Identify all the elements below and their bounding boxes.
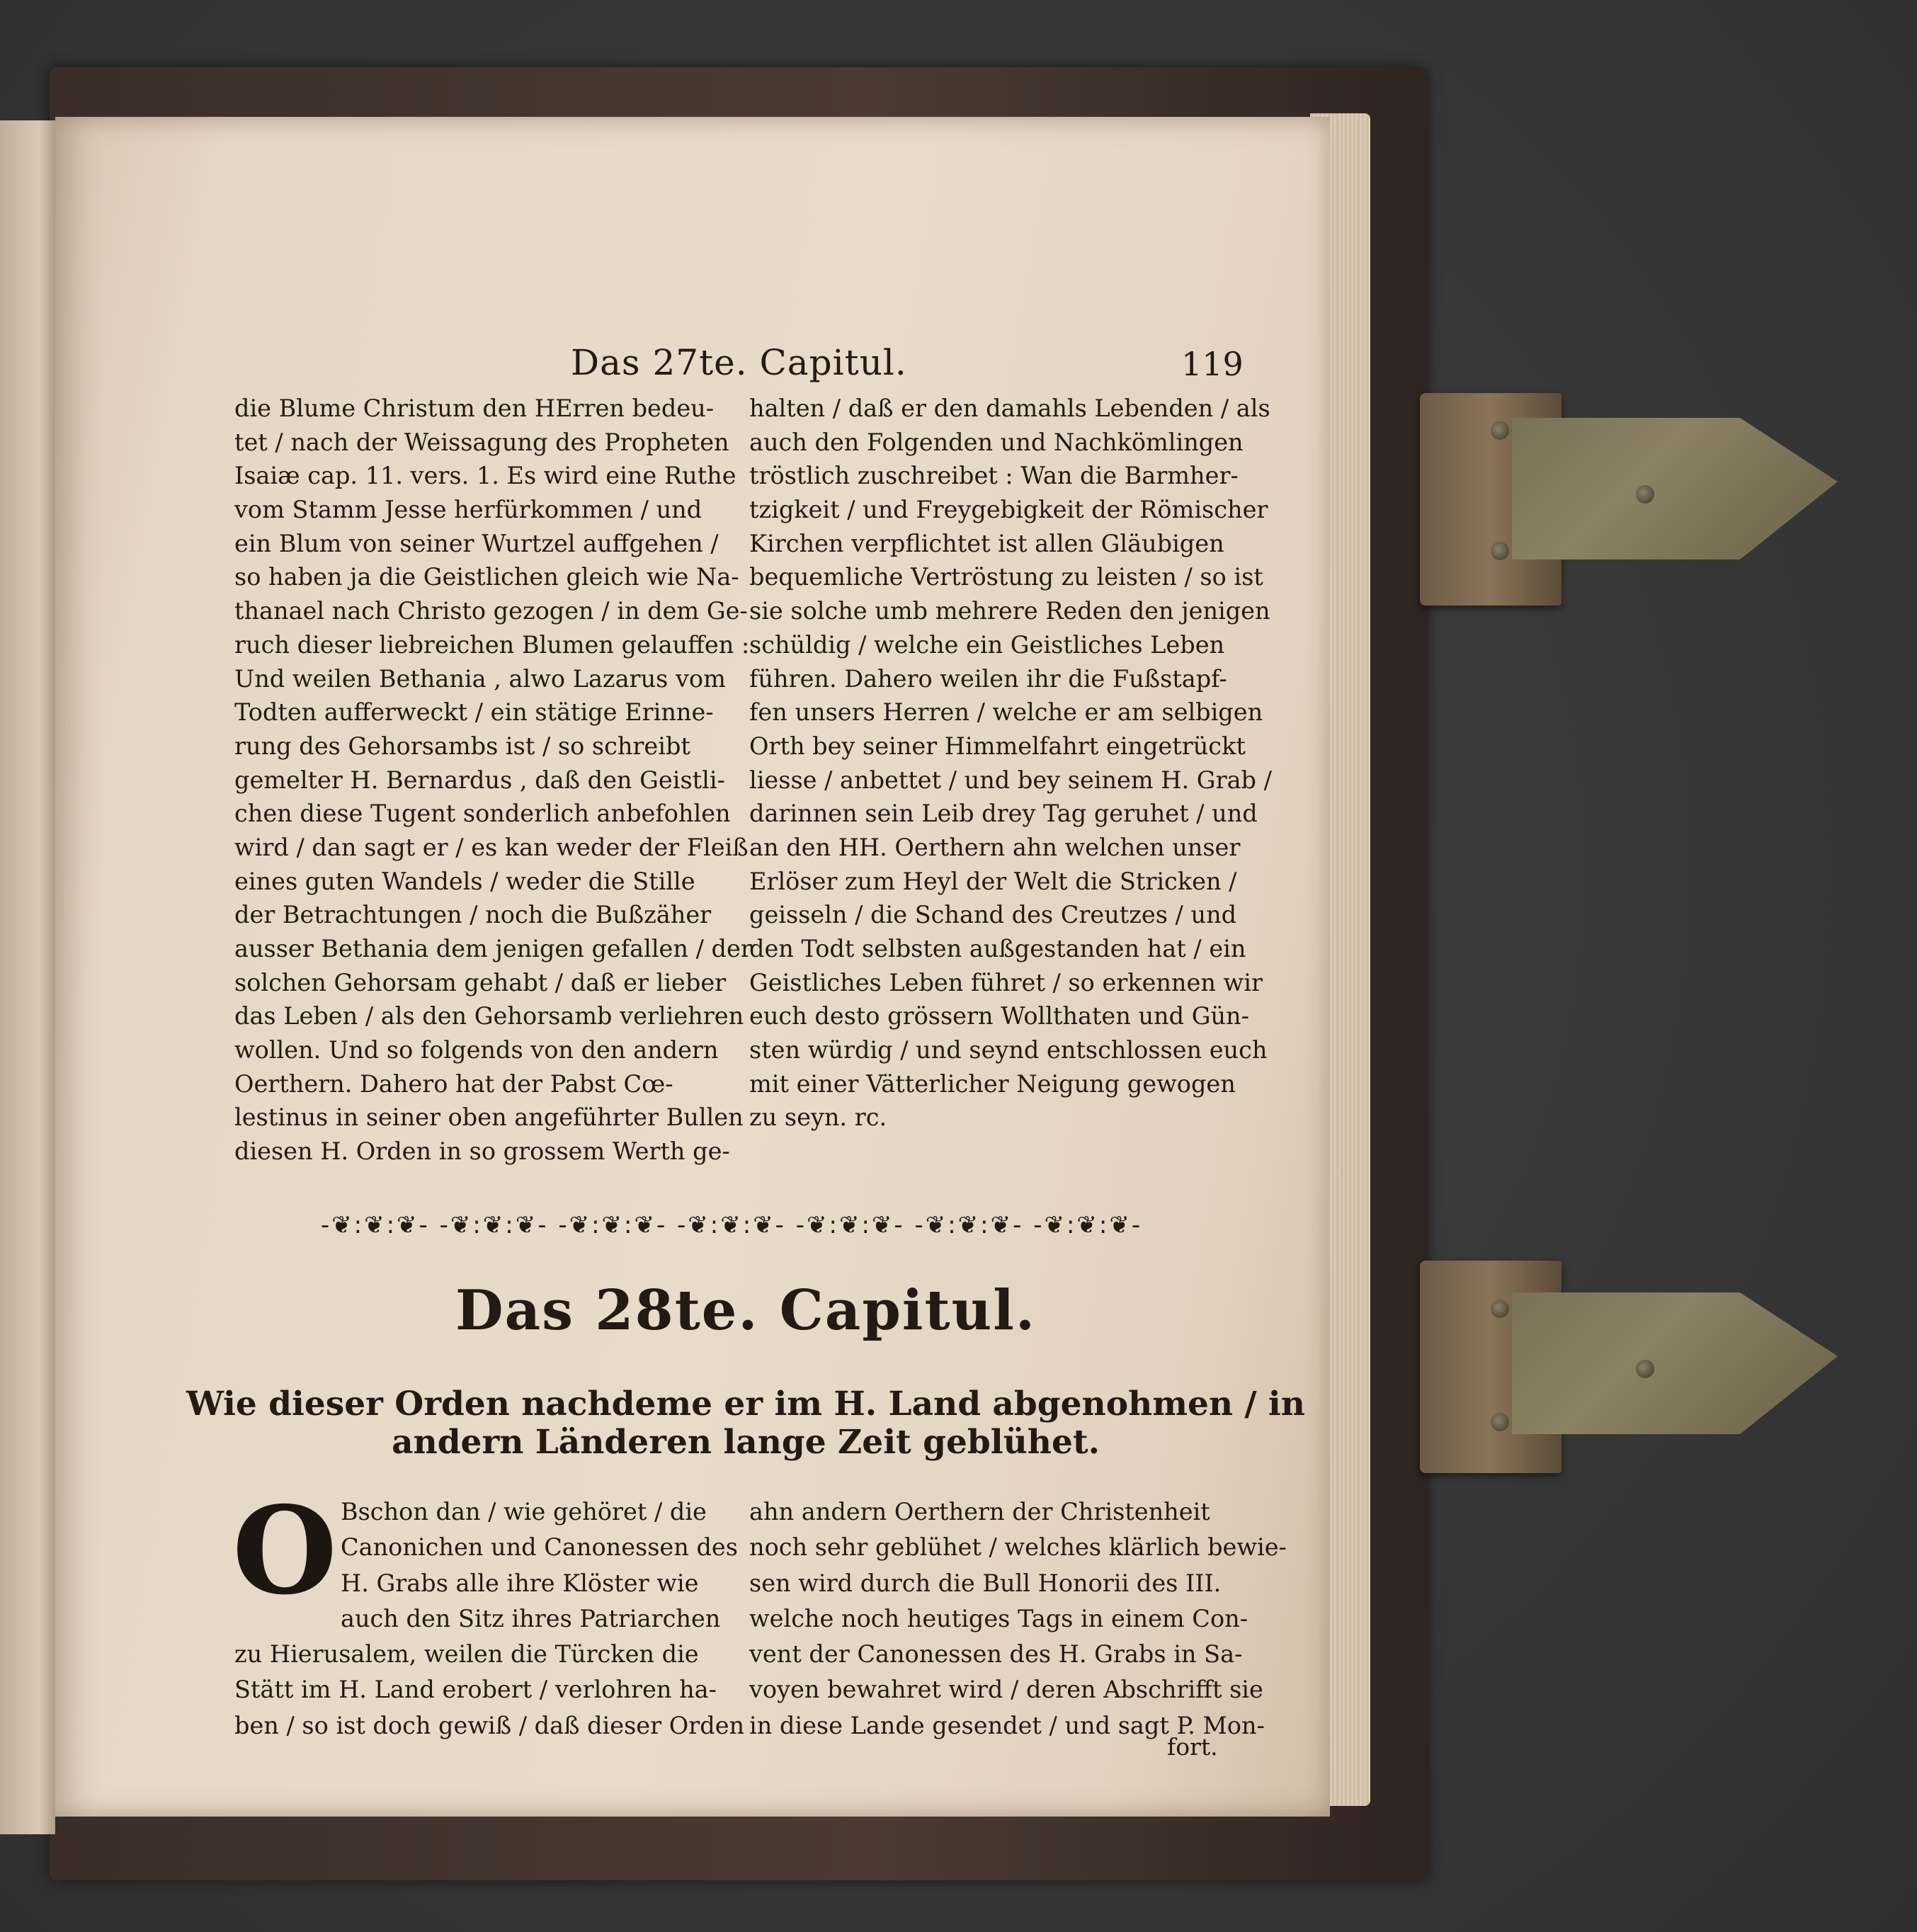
text-line: auch den Folgenden und Nachkömlingen	[749, 428, 1244, 456]
text-line: ahn andern Oerthern der Christenheit	[749, 1498, 1210, 1525]
text-line: Isaiæ cap. 11. vers. 1. Es wird eine Ruthe	[234, 462, 736, 490]
text-line: Geistliches Leben führet / so erkennen wir	[749, 968, 1263, 996]
text-line: zu Hierusalem, weilen die Türcken die	[234, 1640, 699, 1669]
text-line: noch sehr geblühet / welches klärlich bewie-	[749, 1533, 1287, 1562]
text-line: zu seyn. rc.	[749, 1103, 887, 1132]
text-line: darinnen sein Leib drey Tag geruhet / und	[749, 800, 1258, 828]
running-head: Das 27te. Capitul.	[571, 342, 907, 383]
rivet-icon	[1491, 421, 1509, 440]
text-line: Bschon dan / wie gehöret / die	[341, 1498, 707, 1525]
chapter-subtitle-line-2: andern Länderen lange Zeit geblühet.	[392, 1423, 1100, 1462]
text-line: euch desto grössern Wollthaten und Gün-	[749, 1002, 1249, 1030]
chapter-title: Das 28te. Capitul.	[455, 1278, 1037, 1343]
left-page-edge	[0, 120, 55, 1834]
book-clasp-lower	[1420, 1261, 1859, 1473]
text-line: der Betrachtungen / noch die Bußzäher	[234, 901, 712, 929]
text-line: vom Stamm Jesse herfürkommen / und	[234, 496, 702, 524]
text-line: in diese Lande gesendet / und sagt P. Mon-	[749, 1711, 1265, 1739]
text-line: Und weilen Bethania , alwo Lazarus vom	[234, 664, 726, 693]
text-line: eines guten Wandels / weder die Stille	[234, 867, 695, 895]
text-line: Stätt im H. Land erobert / verlohren ha-	[234, 1676, 717, 1704]
text-line: auch den Sitz ihres Patriarchen	[341, 1604, 721, 1632]
text-line: geisseln / die Schand des Creutzes / und	[749, 901, 1237, 929]
rivet-icon	[1491, 1413, 1509, 1431]
chapter-subtitle-line-1: Wie dieser Orden nachdeme er im H. Land abgenohmen / in	[186, 1385, 1305, 1424]
text-line: rung des Gehorsambs ist / so schreibt	[234, 732, 690, 760]
text-line: das Leben / als den Gehorsamb verliehren	[234, 1002, 744, 1030]
text-line: Oerthern. Dahero hat der Pabst Cœ-	[234, 1069, 673, 1098]
rivet-icon	[1636, 485, 1654, 504]
text-line: an den HH. Oerthern ahn welchen unser	[749, 833, 1241, 861]
text-line: ausser Bethania dem jenigen gefallen / der	[234, 935, 752, 962]
text-line: Kirchen verpflichtet ist allen Gläubigen	[749, 529, 1224, 557]
text-line: tröstlich zuschreibet : Wan die Barmher-	[749, 462, 1239, 490]
right-column	[749, 392, 1272, 1135]
text-line: tet / nach der Weissagung des Propheten	[234, 428, 729, 456]
text-line: bequemliche Vertröstung zu leisten / so ist	[749, 563, 1263, 591]
text-line: sten würdig / und seynd entschlossen euch	[749, 1036, 1268, 1064]
text-line: so haben ja die Geistlichen gleich wie Na-	[234, 563, 739, 591]
text-line: die Blume Christum den HErren bedeu-	[234, 394, 715, 422]
text-line: vent der Canonessen des H. Grabs in Sa-	[749, 1640, 1243, 1669]
catchword: fort.	[1167, 1733, 1218, 1761]
rivet-icon	[1491, 542, 1509, 560]
lower-left-column	[234, 1494, 745, 1744]
text-line: fen unsers Herren / welche er am selbigen	[749, 698, 1263, 727]
text-line: solchen Gehorsam gehabt / daß er lieber	[234, 968, 727, 996]
text-line: liesse / anbettet / und bey seinem H. Grab /	[749, 766, 1272, 794]
text-line: H. Grabs alle ihre Klöster wie	[341, 1569, 699, 1597]
text-line: den Todt selbsten außgestanden hat / ein	[749, 935, 1246, 962]
rivet-icon	[1636, 1360, 1654, 1378]
text-line: mit einer Vätterlicher Neigung gewogen	[749, 1069, 1236, 1098]
text-line: sie solche umb mehrere Reden den jenigen	[749, 597, 1270, 625]
text-line: Erlöser zum Heyl der Welt die Stricken /	[749, 867, 1237, 895]
text-line: welche noch heutiges Tags in einem Con-	[749, 1604, 1248, 1632]
book-page	[55, 117, 1330, 1817]
text-line: thanael nach Christo gezogen / in dem Ge-	[234, 597, 748, 625]
text-line: führen. Dahero weilen ihr die Fußstapf-	[749, 664, 1227, 693]
lower-right-column	[749, 1494, 1287, 1744]
text-line: gemelter H. Bernardus , daß den Geistli-	[234, 766, 725, 794]
page-number: 119	[1181, 345, 1244, 383]
text-line: wird / dan sagt er / es kan weder der Fleiß	[234, 833, 749, 861]
text-line: ben / so ist doch gewiß / daß dieser Orden	[234, 1711, 745, 1739]
text-line: schüldig / welche ein Geistliches Leben	[749, 630, 1225, 659]
text-line: diesen H. Orden in so grossem Werth ge-	[234, 1137, 730, 1166]
text-line: ein Blum von seiner Wurtzel auffgehen /	[234, 529, 719, 557]
text-line: wollen. Und so folgends von den andern	[234, 1036, 719, 1064]
drop-cap-initial: O	[232, 1480, 338, 1622]
rivet-icon	[1491, 1300, 1509, 1318]
text-line: halten / daß er den damahls Lebenden / als	[749, 394, 1270, 422]
text-line: ruch dieser liebreichen Blumen gelauffen :	[234, 630, 750, 659]
text-line: Orth bey seiner Himmelfahrt eingetrückt	[749, 732, 1246, 760]
text-line: chen diese Tugent sonderlich anbefohlen	[234, 800, 731, 828]
left-column	[234, 392, 752, 1169]
text-line: tzigkeit / und Freygebigkeit der Römischer	[749, 496, 1268, 524]
text-line: Canonichen und Canonessen des	[341, 1533, 738, 1562]
text-line: Todten aufferweckt / ein stätige Erinne-	[234, 698, 714, 727]
book-clasp-upper	[1420, 393, 1859, 606]
ornament-divider: -❦:❦:❦- -❦:❦:❦- -❦:❦:❦- -❦:❦:❦- -❦:❦:❦- -❦:❦:❦- -❦:❦:❦-	[320, 1211, 1143, 1239]
text-line: voyen bewahret wird / deren Abschrifft sie	[749, 1676, 1263, 1704]
text-line: lestinus in seiner oben angeführter Bullen	[234, 1103, 744, 1132]
text-line: sen wird durch die Bull Honorii des III.	[749, 1569, 1222, 1597]
